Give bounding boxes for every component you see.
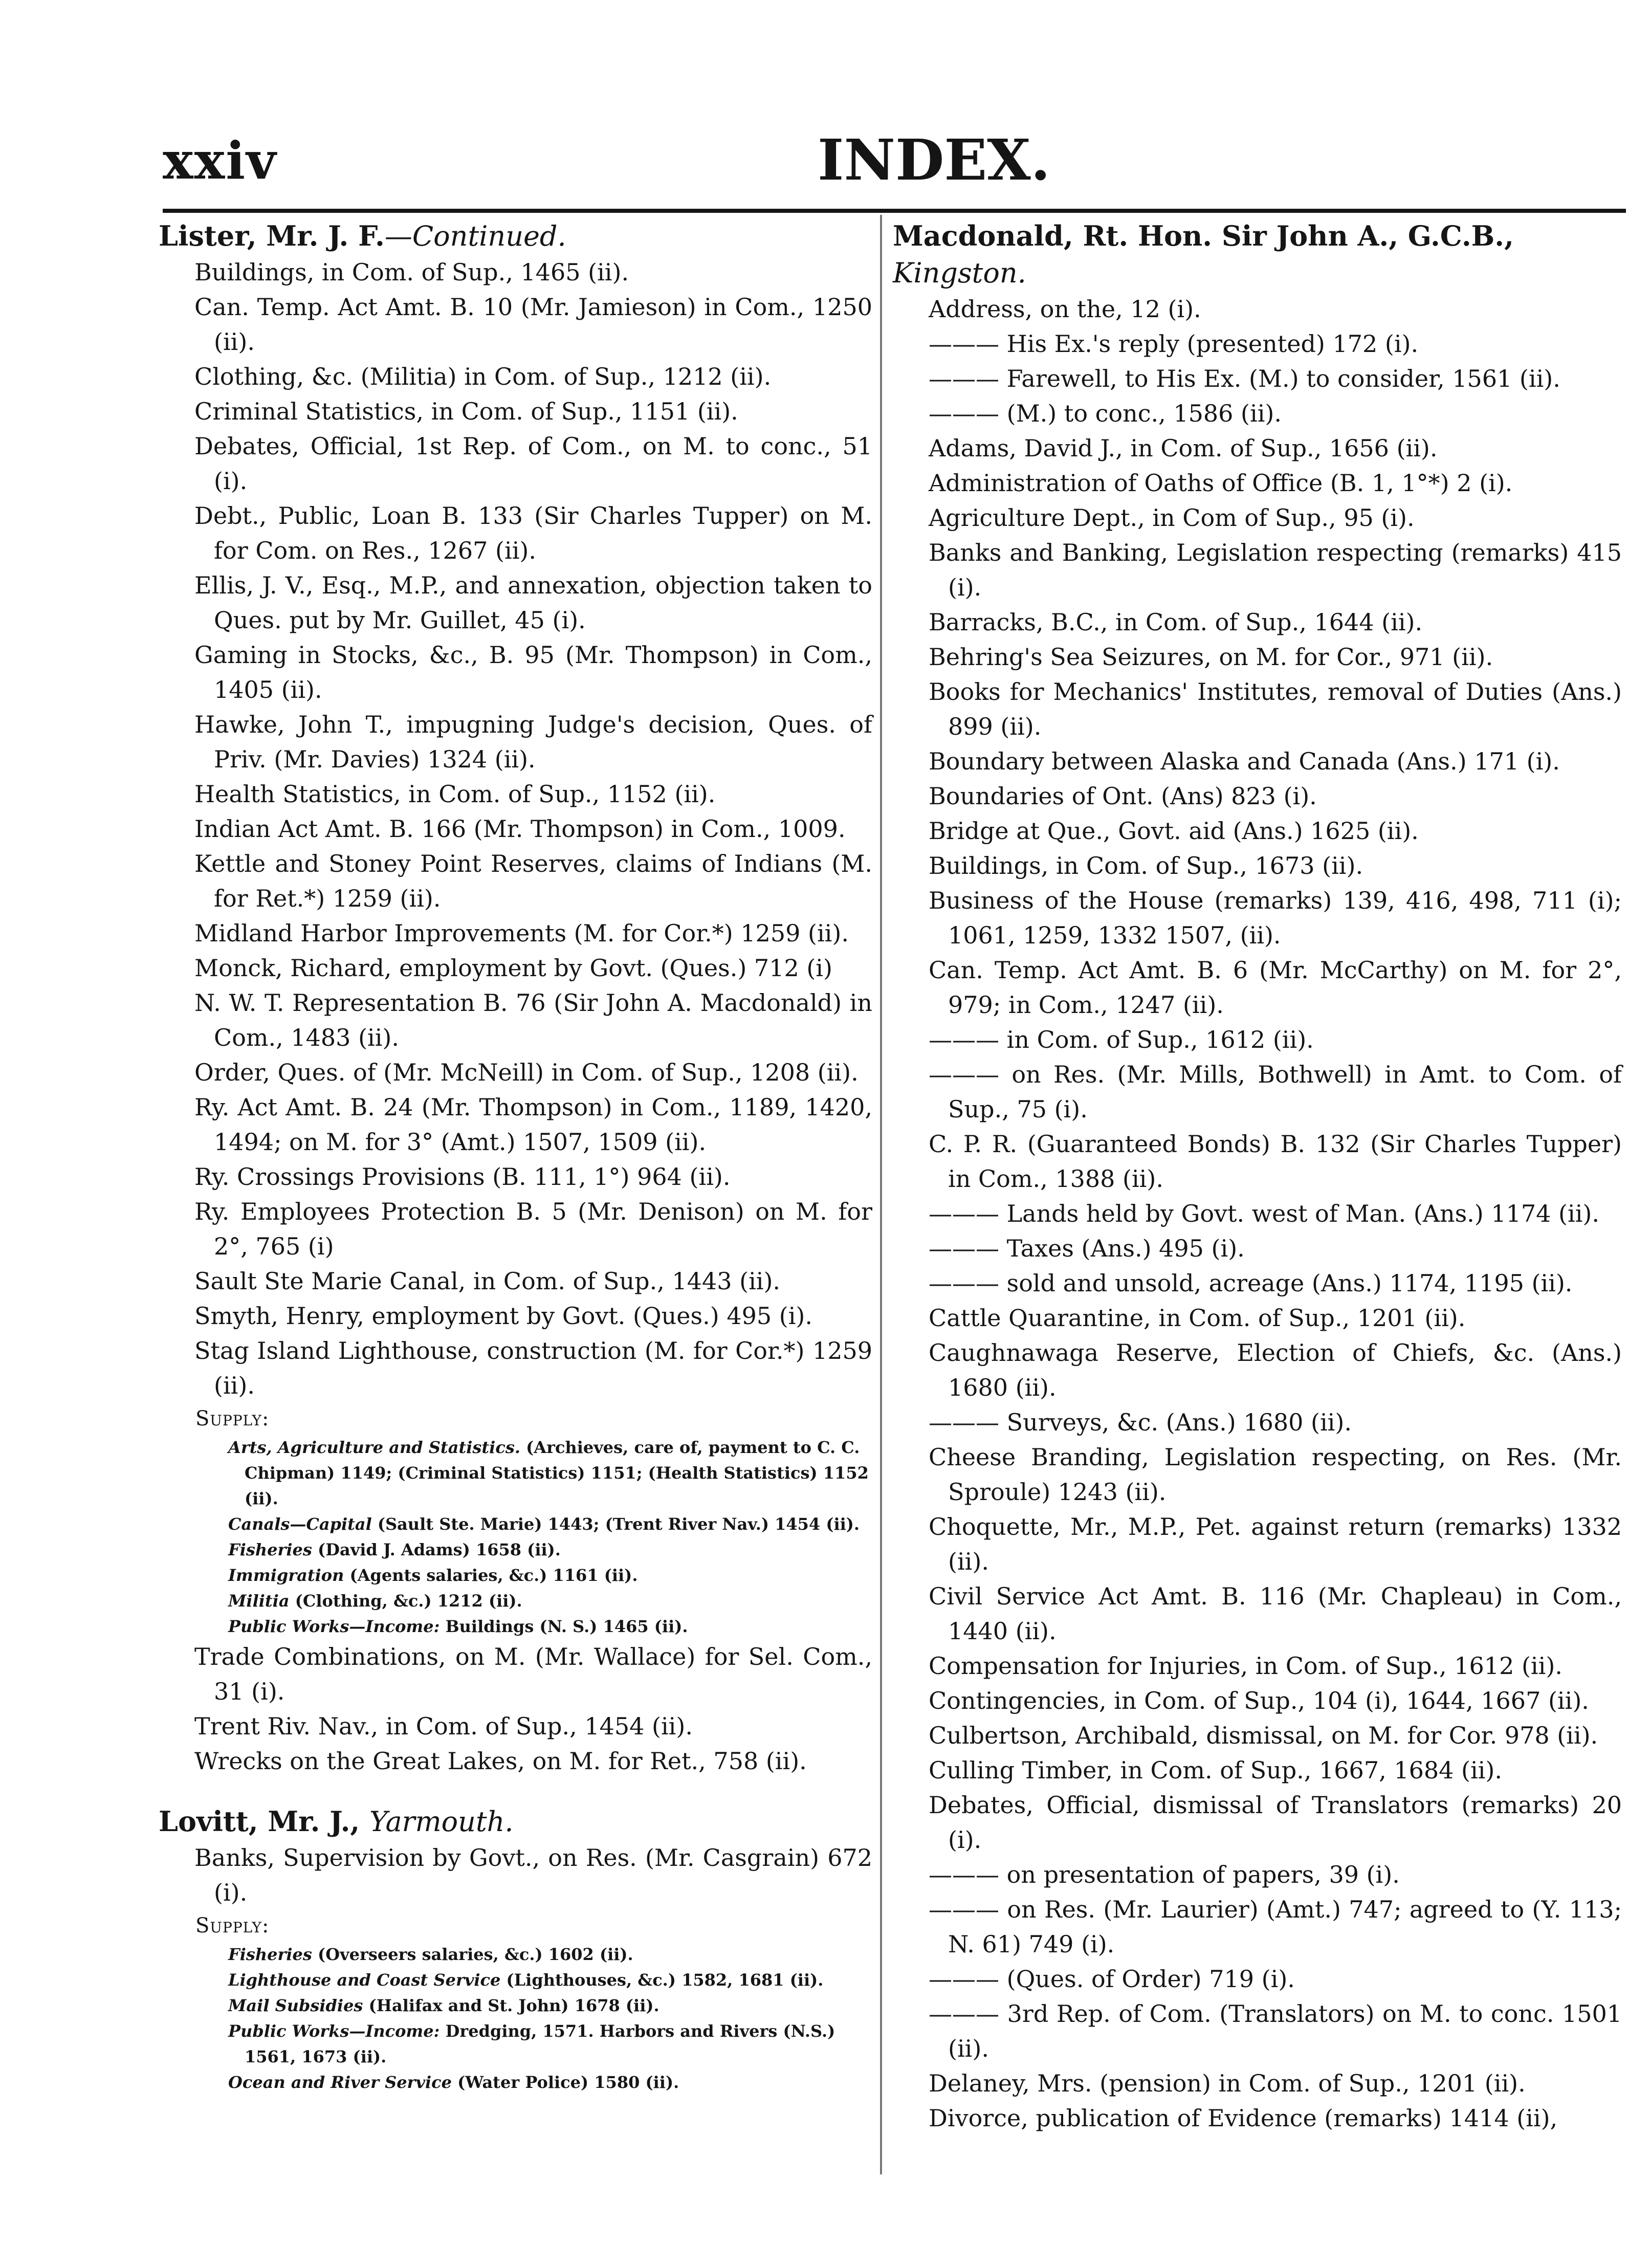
- index-heading-macdonald: [893, 217, 1622, 292]
- supply-entry: [159, 1967, 872, 1993]
- supply-detail: (Halifax and St. John) 1678 (ii).: [363, 1996, 659, 2015]
- supply-category: Canals—Capital: [228, 1514, 372, 1534]
- index-entry: ——— Surveys, &c. (Ans.) 1680 (ii).: [929, 1408, 1352, 1436]
- index-entry: Trade Combinations, on M. (Mr. Wallace) for Sel. Com., 31 (i).: [194, 1643, 872, 1705]
- index-entry: ——— in Com. of Sup., 1612 (ii).: [929, 1026, 1314, 1053]
- index-entry: Midland Harbor Improvements (M. for Cor.*) 1259 (ii).: [194, 919, 849, 947]
- supply-category: Immigration: [228, 1566, 344, 1585]
- supply-category: Militia: [228, 1591, 290, 1611]
- index-entry: Caughnawaga Reserve, Election of Chiefs, &c. (Ans.) 1680 (ii).: [929, 1339, 1622, 1401]
- index-entry: Business of the House (remarks) 139, 416, 498, 711 (i); 1061, 1259, 1332 1507, (ii).: [929, 887, 1622, 949]
- index-entry: Choquette, Mr., M.P., Pet. against return (remarks) 1332 (ii).: [929, 1513, 1622, 1575]
- index-entry: Address, on the, 12 (i).: [929, 295, 1201, 323]
- lister-after-entries: [159, 1639, 872, 1778]
- index-heading-lister: [159, 217, 872, 255]
- left-column: [159, 217, 872, 2095]
- index-entry: Clothing, &c. (Militia) in Com. of Sup., 1212 (ii).: [194, 363, 772, 390]
- index-entry: Order, Ques. of (Mr. McNeill) in Com. of Sup., 1208 (ii).: [194, 1059, 859, 1086]
- index-entry: Books for Mechanics' Institutes, removal of Duties (Ans.) 899 (ii).: [929, 678, 1622, 740]
- supply-detail: (Water Police) 1580 (ii).: [452, 2073, 679, 2092]
- index-entry: ——— Lands held by Govt. west of Man. (Ans.) 1174 (ii).: [929, 1200, 1599, 1227]
- index-entry: N. W. T. Representation B. 76 (Sir John A. Macdonald) in Com., 1483 (ii).: [194, 989, 872, 1051]
- index-entry: Banks and Banking, Legislation respecting (remarks) 415 (i).: [929, 539, 1622, 601]
- heading-riding: Yarmouth.: [369, 1805, 514, 1838]
- index-entry: Contingencies, in Com. of Sup., 104 (i), 1644, 1667 (ii).: [929, 1687, 1589, 1714]
- index-entry: Delaney, Mrs. (pension) in Com. of Sup., 1201 (ii).: [929, 2069, 1526, 2097]
- index-entry: Can. Temp. Act Amt. B. 6 (Mr. McCarthy) on M. for 2°, 979; in Com., 1247 (ii).: [929, 956, 1622, 1019]
- index-entry: Divorce, publication of Evidence (remarks) 1414 (ii),: [929, 2104, 1558, 2132]
- index-entry: Stag Island Lighthouse, construction (M. for Cor.*) 1259 (ii).: [194, 1337, 872, 1399]
- supply-entry: [159, 2069, 872, 2095]
- lovitt-supply-entries: [159, 1942, 872, 2095]
- index-entry: Kettle and Stoney Point Reserves, claims of Indians (M. for Ret.*) 1259 (ii).: [194, 850, 872, 912]
- supply-label: Supply:: [195, 1407, 270, 1430]
- index-entry: Monck, Richard, employment by Govt. (Ques.) 712 (i): [194, 954, 832, 982]
- index-entry: C. P. R. (Guaranteed Bonds) B. 132 (Sir Charles Tupper) in Com., 1388 (ii).: [929, 1130, 1622, 1193]
- supply-category: Public Works—Income:: [228, 1617, 440, 1636]
- heading-riding: Kingston.: [893, 257, 1026, 289]
- index-entry: Culling Timber, in Com. of Sup., 1667, 1684 (ii).: [929, 1756, 1502, 1784]
- index-entry: ——— sold and unsold, acreage (Ans.) 1174, 1195 (ii).: [929, 1269, 1573, 1297]
- index-entry: Sault Ste Marie Canal, in Com. of Sup., 1443 (ii).: [194, 1267, 781, 1295]
- supply-category: Mail Subsidies: [228, 1996, 363, 2015]
- supply-category: Ocean and River Service: [228, 2073, 452, 2092]
- supply-detail: (David J. Adams) 1658 (ii).: [312, 1540, 561, 1559]
- supply-entry: [159, 1511, 872, 1537]
- index-entry: Ellis, J. V., Esq., M.P., and annexation, objection taken to Ques. put by Mr. Guillet, 45 (i).: [194, 571, 872, 634]
- header-rule: [163, 209, 1626, 213]
- index-entry: Behring's Sea Seizures, on M. for Cor., 971 (ii).: [929, 643, 1493, 671]
- supply-detail: (Lighthouses, &c.) 1582, 1681 (ii).: [500, 1970, 824, 1990]
- index-entry: ——— on Res. (Mr. Laurier) (Amt.) 747; agreed to (Y. 113; N. 61) 749 (i).: [929, 1896, 1622, 1958]
- index-entry: Hawke, John T., impugning Judge's decision, Ques. of Priv. (Mr. Davies) 1324 (ii).: [194, 711, 872, 773]
- page-number: xxiv: [163, 130, 277, 191]
- supply-category: Fisheries: [228, 1945, 312, 1964]
- supply-entry: [159, 1588, 872, 1614]
- index-entry: Smyth, Henry, employment by Govt. (Ques.) 495 (i).: [194, 1302, 812, 1330]
- supply-detail: (Agents salaries, &c.) 1161 (ii).: [344, 1566, 638, 1585]
- index-entry: Debates, Official, dismissal of Translators (remarks) 20 (i).: [929, 1791, 1622, 1854]
- supply-label: Supply:: [195, 1914, 270, 1937]
- macdonald-entries: [893, 292, 1622, 2135]
- index-entry: Ry. Crossings Provisions (B. 111, 1°) 964 (ii).: [194, 1163, 731, 1191]
- index-entry: Bridge at Que., Govt. aid (Ans.) 1625 (ii).: [929, 817, 1419, 845]
- index-entry: Indian Act Amt. B. 166 (Mr. Thompson) in Com., 1009.: [194, 815, 846, 843]
- index-entry: Cheese Branding, Legislation respecting, on Res. (Mr. Sproule) 1243 (ii).: [929, 1443, 1622, 1506]
- index-entry: Can. Temp. Act Amt. B. 10 (Mr. Jamieson) in Com., 1250 (ii).: [194, 293, 872, 356]
- supply-detail: (Overseers salaries, &c.) 1602 (ii).: [312, 1945, 633, 1964]
- index-entry: Health Statistics, in Com. of Sup., 1152 (ii).: [194, 780, 716, 808]
- supply-entry: [159, 1537, 872, 1562]
- page-title: INDEX.: [818, 127, 1050, 193]
- lovitt-entries: [159, 1840, 872, 1910]
- supply-category: Fisheries: [228, 1540, 312, 1559]
- supply-entry: [159, 1562, 872, 1588]
- index-entry: ——— Farewell, to His Ex. (M.) to consider, 1561 (ii).: [929, 365, 1560, 392]
- index-entry: Agriculture Dept., in Com of Sup., 95 (i).: [929, 504, 1415, 532]
- index-entry: Buildings, in Com. of Sup., 1465 (ii).: [194, 258, 629, 286]
- index-entry: ——— 3rd Rep. of Com. (Translators) on M. to conc. 1501 (ii).: [929, 2000, 1622, 2062]
- index-entry: Adams, David J., in Com. of Sup., 1656 (ii).: [929, 434, 1438, 462]
- supply-entry: [159, 1942, 872, 1967]
- lister-supply-entries: [159, 1435, 872, 1639]
- supply-detail: Dredging, 1571. Harbors and Rivers (N.S.) 1561, 1673 (ii).: [245, 2021, 835, 2066]
- supply-category: Arts, Agriculture and Statistics.: [228, 1438, 520, 1457]
- index-entry: Cattle Quarantine, in Com. of Sup., 1201 (ii).: [929, 1304, 1466, 1332]
- heading-name: Lovitt, Mr. J.,: [159, 1805, 360, 1838]
- supply-entry: [159, 2018, 872, 2069]
- index-entry: Compensation for Injuries, in Com. of Sup., 1612 (ii).: [929, 1652, 1563, 1680]
- index-entry: Ry. Act Amt. B. 24 (Mr. Thompson) in Com., 1189, 1420, 1494; on M. for 3° (Amt.) 1507, 1509 (ii).: [194, 1093, 872, 1156]
- supply-entry: [159, 1993, 872, 2018]
- supply-detail: (Sault Ste. Marie) 1443; (Trent River Nav.) 1454 (ii).: [371, 1514, 860, 1534]
- index-entry: ——— (M.) to conc., 1586 (ii).: [929, 400, 1282, 427]
- index-entry: Barracks, B.C., in Com. of Sup., 1644 (ii).: [929, 608, 1423, 636]
- heading-continued: —Continued.: [384, 220, 566, 252]
- lister-entries: [159, 255, 872, 1403]
- index-entry: ——— on presentation of papers, 39 (i).: [929, 1861, 1400, 1888]
- supply-detail: Buildings (N. S.) 1465 (ii).: [439, 1617, 688, 1636]
- supply-detail: (Archieves, care of, payment to C. C. Chipman) 1149; (Criminal Statistics) 1151; (Health Statistics) 1152 (ii).: [245, 1438, 869, 1508]
- section-gap: [159, 1778, 872, 1803]
- index-entry: ——— Taxes (Ans.) 495 (i).: [929, 1235, 1245, 1262]
- index-entry: ——— His Ex.'s reply (presented) 172 (i).: [929, 330, 1419, 358]
- heading-name: Macdonald, Rt. Hon. Sir John A., G.C.B.,: [893, 219, 1514, 252]
- index-entry: Boundary between Alaska and Canada (Ans.) 171 (i).: [929, 747, 1560, 775]
- index-entry: Gaming in Stocks, &c., B. 95 (Mr. Thompson) in Com., 1405 (ii).: [194, 641, 872, 703]
- index-entry: Trent Riv. Nav., in Com. of Sup., 1454 (ii).: [194, 1712, 693, 1740]
- index-entry: ——— (Ques. of Order) 719 (i).: [929, 1965, 1295, 1993]
- column-divider: [880, 215, 882, 2174]
- supply-detail: (Clothing, &c.) 1212 (ii).: [289, 1591, 522, 1611]
- index-entry: ——— on Res. (Mr. Mills, Bothwell) in Amt. to Com. of Sup., 75 (i).: [929, 1061, 1622, 1123]
- index-entry: Debt., Public, Loan B. 133 (Sir Charles Tupper) on M. for Com. on Res., 1267 (ii).: [194, 502, 872, 564]
- index-entry: Wrecks on the Great Lakes, on M. for Ret., 758 (ii).: [194, 1747, 807, 1775]
- index-entry: Civil Service Act Amt. B. 116 (Mr. Chapleau) in Com., 1440 (ii).: [929, 1582, 1622, 1645]
- index-entry: Banks, Supervision by Govt., on Res. (Mr. Casgrain) 672 (i).: [194, 1844, 872, 1906]
- supply-entry: [159, 1435, 872, 1511]
- index-entry: Boundaries of Ont. (Ans) 823 (i).: [929, 782, 1317, 810]
- index-entry: Culbertson, Archibald, dismissal, on M. for Cor. 978 (ii).: [929, 1722, 1598, 1749]
- supply-entry: [159, 1614, 872, 1639]
- index-entry: Administration of Oaths of Office (B. 1, 1°*) 2 (i).: [929, 469, 1513, 497]
- index-entry: Ry. Employees Protection B. 5 (Mr. Denison) on M. for 2°, 765 (i): [194, 1198, 872, 1260]
- index-entry: Criminal Statistics, in Com. of Sup., 1151 (ii).: [194, 398, 738, 425]
- right-column: [893, 217, 1622, 2135]
- index-entry: Buildings, in Com. of Sup., 1673 (ii).: [929, 852, 1363, 879]
- heading-name: Lister, Mr. J. F.: [159, 219, 385, 252]
- index-entry: Debates, Official, 1st Rep. of Com., on M. to conc., 51 (i).: [194, 432, 872, 495]
- supply-category: Public Works—Income:: [228, 2021, 440, 2041]
- supply-category: Lighthouse and Coast Service: [228, 1970, 501, 1990]
- index-heading-lovitt: [159, 1803, 872, 1840]
